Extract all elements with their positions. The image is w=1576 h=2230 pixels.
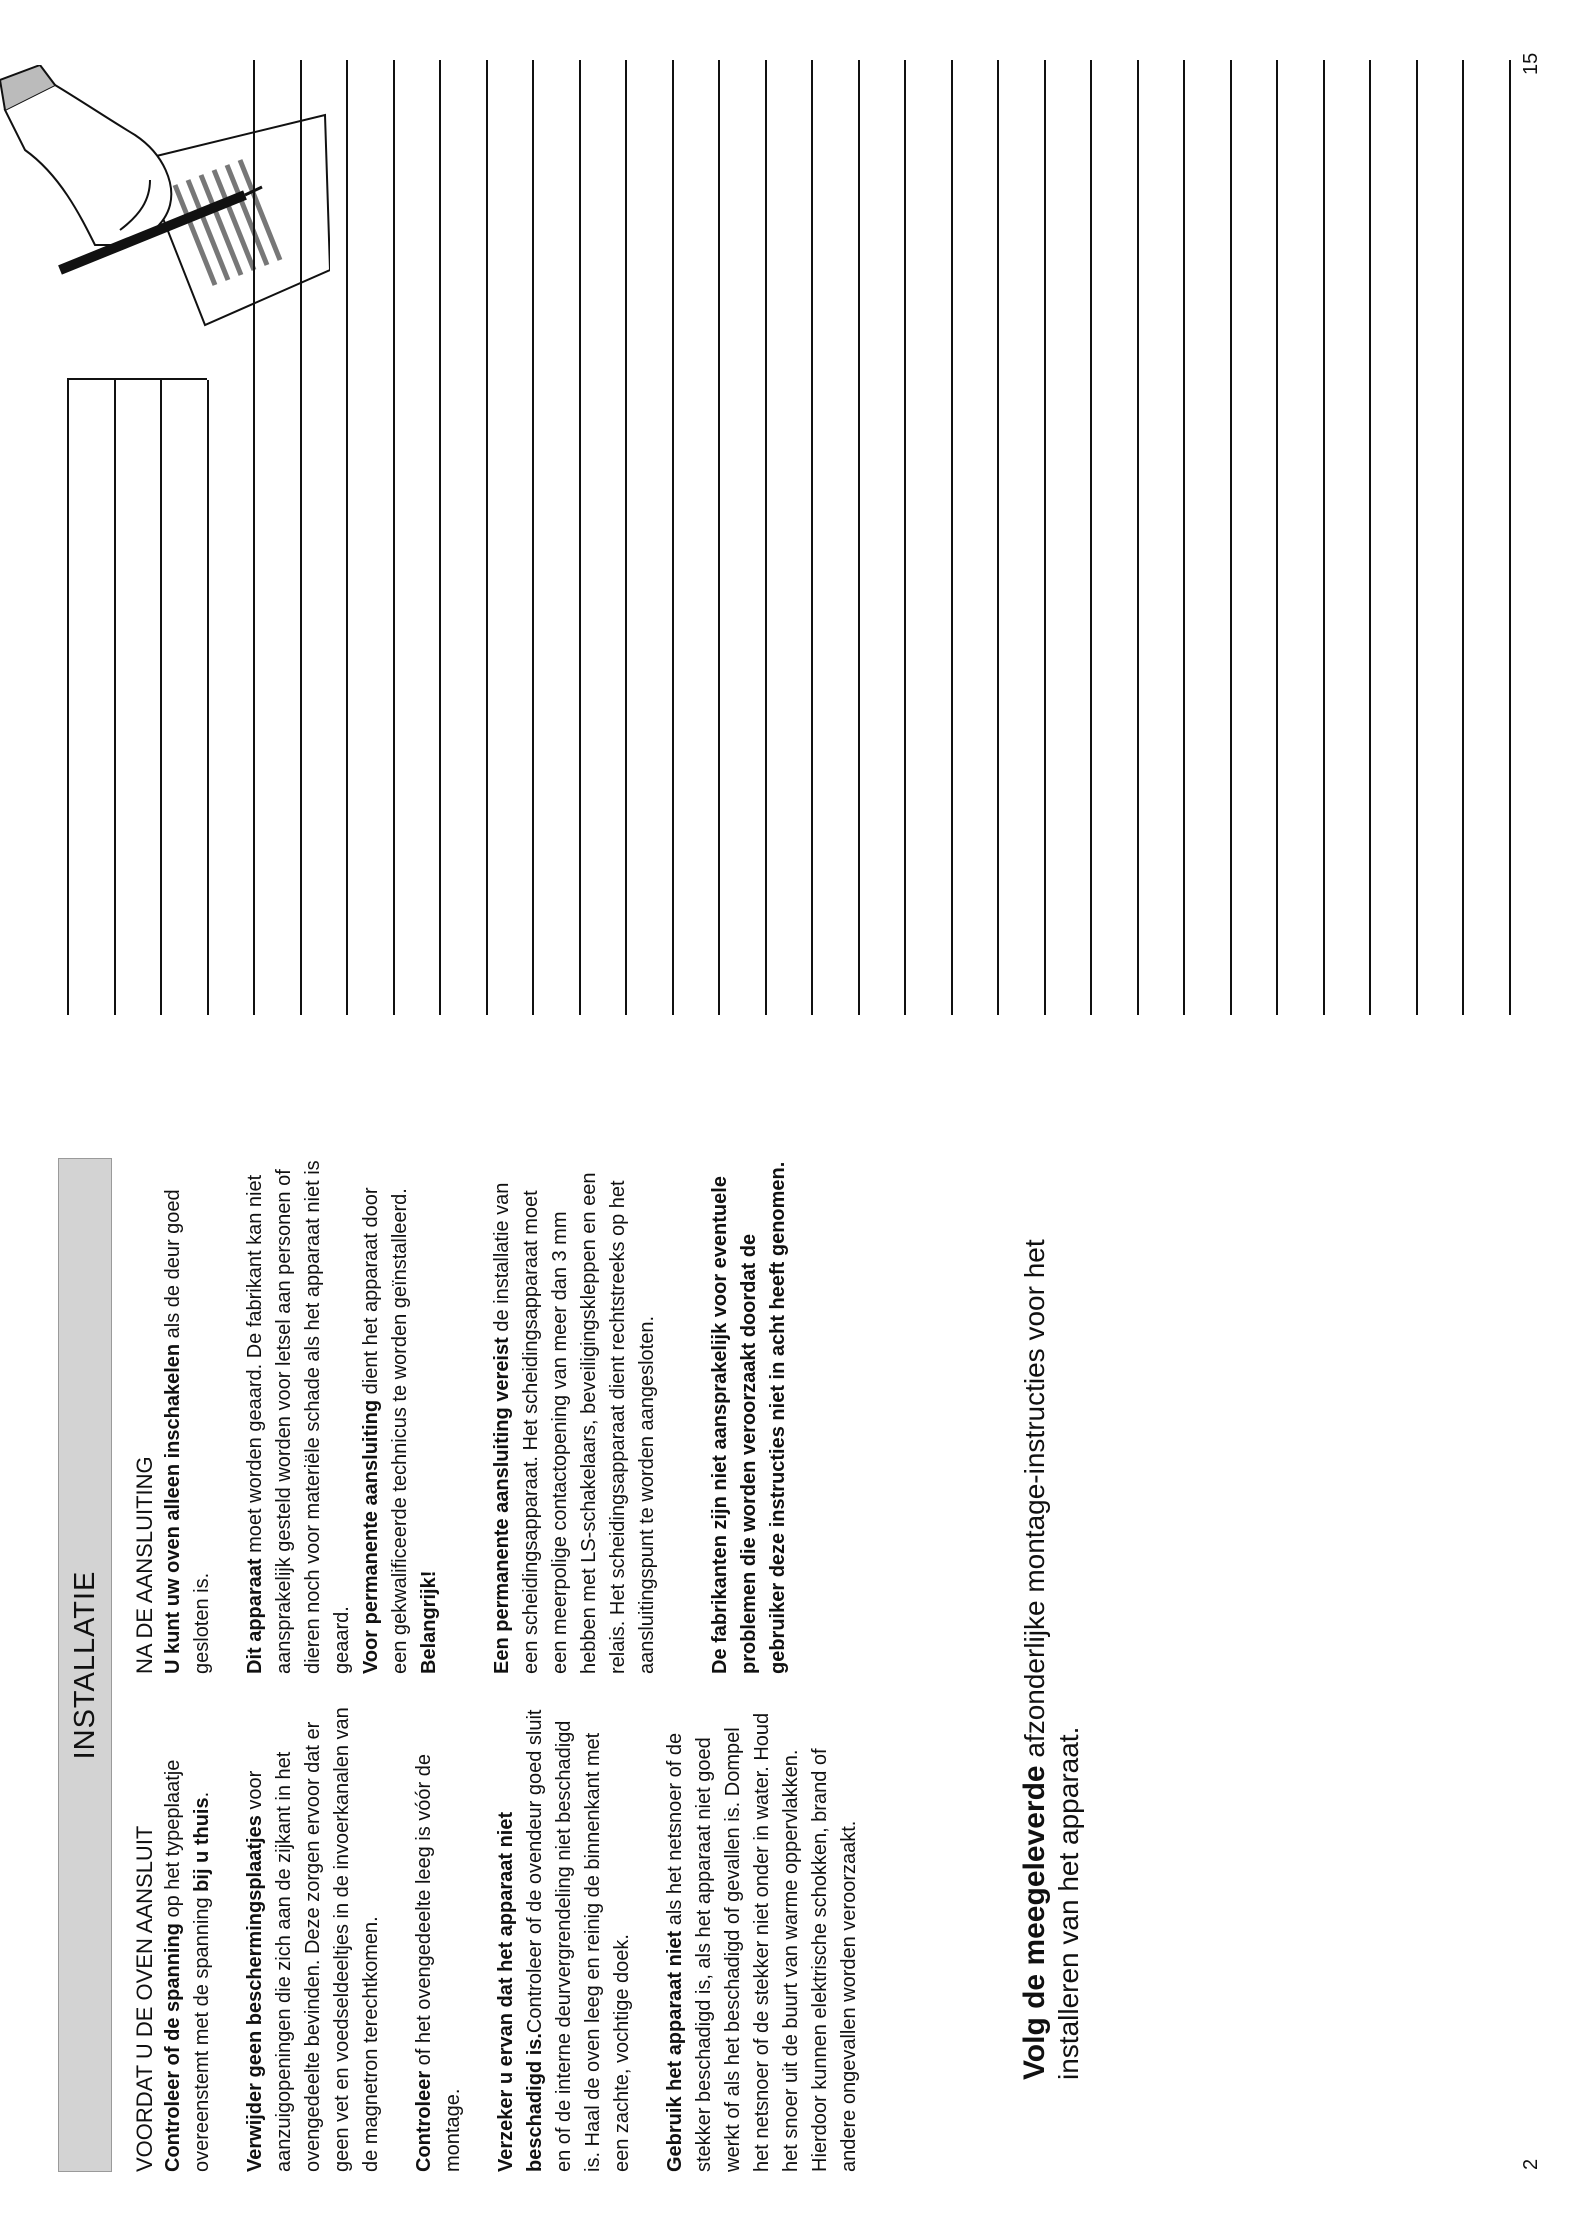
note-line: [1462, 60, 1464, 1015]
paragraph-empty-oven: Controleer of het ovengedeelte leeg is vóór de montage.: [413, 1753, 464, 2172]
note-line: [1137, 60, 1139, 1015]
paragraph-disconnect-device: Een permanente aansluiting vereist de installatie van een scheidingsapparaat. Het scheidingsapparaat moet een meerpolige contactopening van meer dan 3 mm hebben met LS-schakelaars, beveiligingskleppen en een relais. Het scheidingsapparaat dient rechtstreeks op het aansluitingspunt te worden aangesloten.: [491, 1172, 658, 1674]
note-line: [1323, 60, 1325, 1015]
note-line: [904, 60, 906, 1015]
notes-area: [0, 52, 1576, 1015]
note-line: [207, 380, 209, 1015]
before-connecting-column: [130, 1702, 888, 2172]
note-line: [718, 60, 720, 1015]
note-line: [625, 60, 627, 1015]
note-line: [579, 60, 581, 1015]
note-line: [1183, 60, 1185, 1015]
paragraph-door-closed: U kunt uw oven alleen inschakelen als de deur goed gesloten is.: [162, 1189, 213, 1674]
note-line: [1090, 60, 1092, 1015]
page-number-left: 2: [1520, 2158, 1542, 2170]
paragraph-protection-plates: Verwijder geen beschermingsplaatjes voor aanzuigopeningen die zich aan de zijkant in het ovengedeelte bevinden. Deze zorgen ervoor dat er geen vet en voedseldeeltjes in de invoerkanalen van de magnetron terechtkomen.: [244, 1707, 382, 2172]
section-title-bar: [58, 1158, 112, 2172]
note-divider: [67, 378, 207, 380]
after-connecting-heading: NA DE AANSLUITING: [132, 1456, 157, 1674]
note-line: [300, 60, 302, 1015]
paragraph-grounding: Dit apparaat moet worden geaard. De fabrikant kan niet aansprakelijk gesteld worden voor letsel aan personen of dieren noch voor materiële schade als het apparaat niet is geaard. Voor permanente aansluiting dient het apparaat door een gekwalificeerde technicus te worden geïnstalleerd. Belangrijk!: [244, 1160, 440, 1674]
note-line: [672, 60, 674, 1015]
note-line: [1509, 60, 1511, 1015]
note-line: [532, 60, 534, 1015]
note-line: [346, 60, 348, 1015]
note-line: [67, 380, 69, 1015]
note-line: [951, 60, 953, 1015]
hand-writing-on-paper-icon: [0, 65, 330, 365]
after-connecting-column: [130, 1154, 817, 1674]
note-line: [486, 60, 488, 1015]
note-line: [765, 60, 767, 1015]
paragraph-voltage: Controleer of de spanning op het typeplaatje overeenstemt met de spanning bij u thuis.: [162, 1759, 213, 2172]
note-line: [1416, 60, 1418, 1015]
paragraph-power-cord: Gebruik het apparaat niet als het netsnoer of de stekker beschadigd is, als het apparaat niet goed werkt of als het beschadigd of gevallen is. Dompel het netsnoer of de stekker niet onder in water. Houd het snoer uit de buurt van warme oppervlakken. Hierdoor kunnen elektrische schokken, brand of andere ongevallen worden veroorzaakt.: [664, 1712, 860, 2172]
note-line: [811, 60, 813, 1015]
note-line: [997, 60, 999, 1015]
note-line: [858, 60, 860, 1015]
note-line: [393, 60, 395, 1015]
page-number-right: 15: [1520, 52, 1542, 75]
note-line: [1230, 60, 1232, 1015]
note-line: [1276, 60, 1278, 1015]
paragraph-liability: De fabrikanten zijn niet aansprakelijk voor eventuele problemen die worden veroorzaakt doordat de gebruiker deze instructies niet in acht heeft genomen.: [709, 1161, 789, 1674]
note-line: [1369, 60, 1371, 1015]
note-line: [1044, 60, 1046, 1015]
note-line: [439, 60, 441, 1015]
note-line: [253, 60, 255, 1015]
paragraph-damage-check: Verzeker u ervan dat het apparaat niet beschadigd is.Controleer of de ovendeur goed sluit en of de interne deurvergrendeling niet beschadigd is. Haal de oven leeg en reinig de binnenkant met een zachte, vochtige doek.: [495, 1709, 633, 2172]
section-title: INSTALLATIE: [68, 1570, 101, 1760]
before-connecting-heading: VOORDAT U DE OVEN AANSLUIT: [132, 1825, 157, 2172]
note-line: [160, 380, 162, 1015]
mounting-instructions-note: Volg de meegeleverde afzonderlijke montage-instructies voor het installeren van het apparaat.: [1018, 1239, 1084, 2080]
note-line: [114, 380, 116, 1015]
